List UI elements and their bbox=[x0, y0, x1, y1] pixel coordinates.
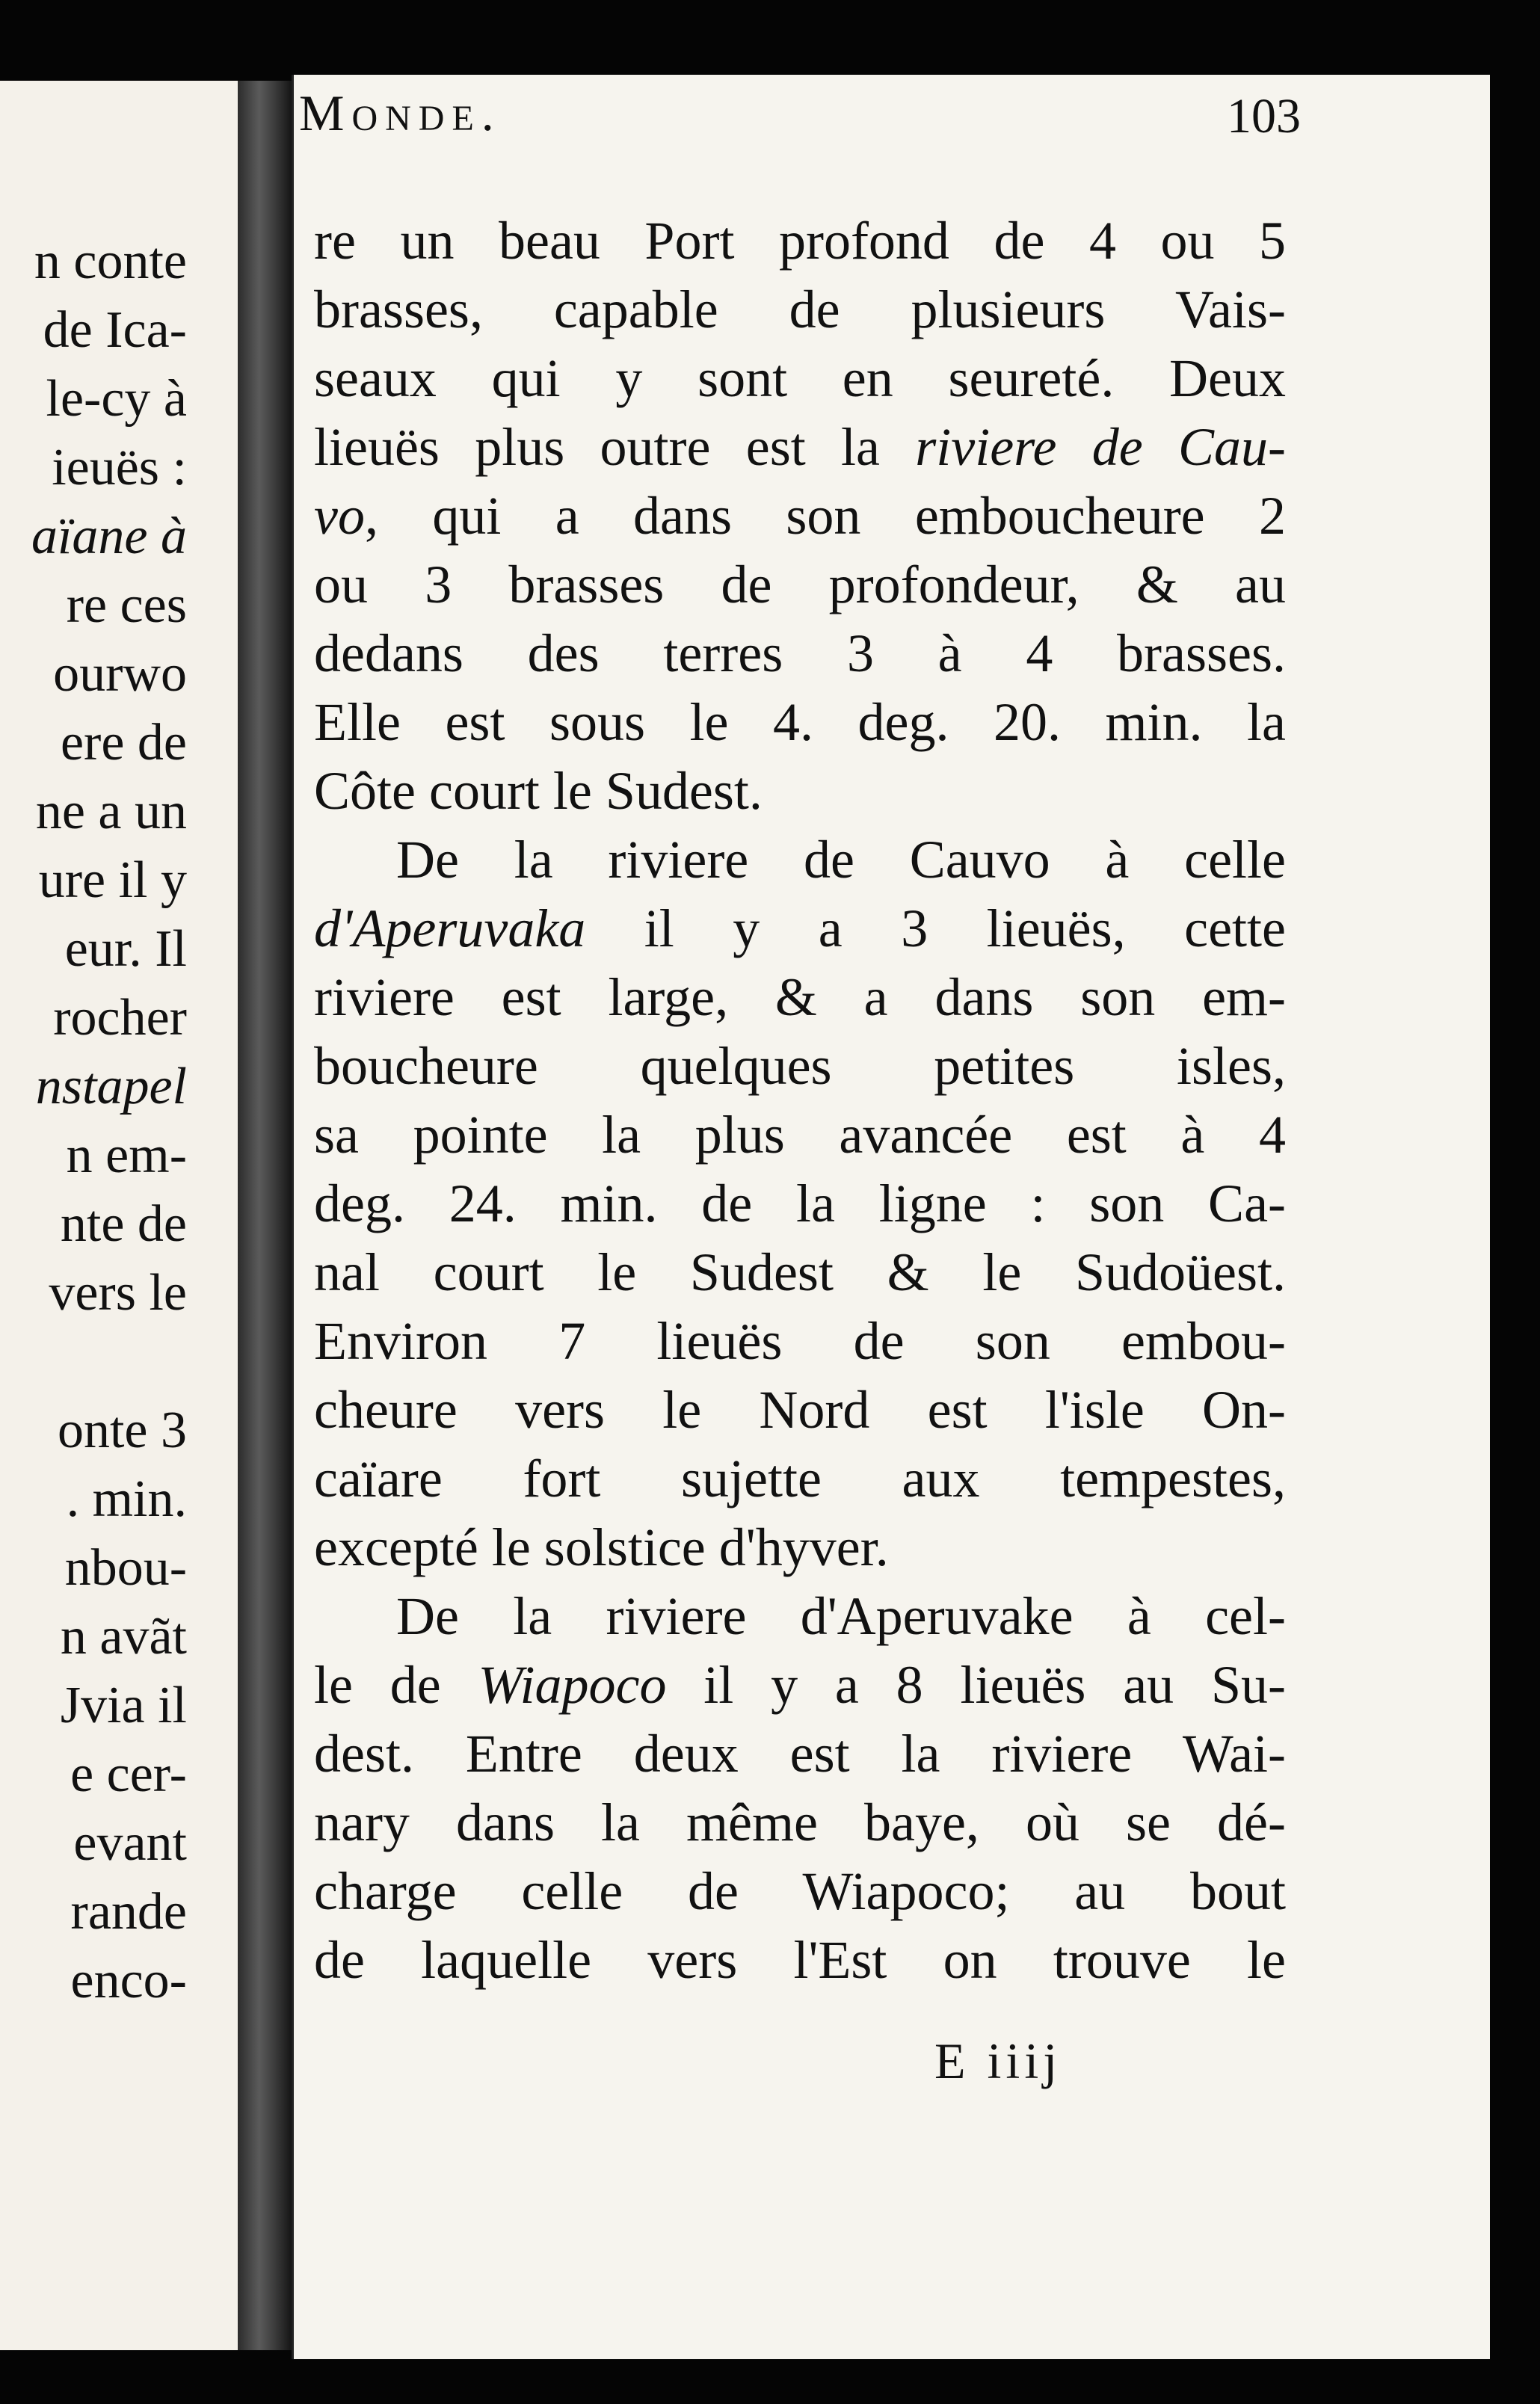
italic-text: d'Aperuvaka bbox=[314, 899, 586, 958]
previous-page-line: . min. bbox=[66, 1470, 187, 1528]
scan-bottom-edge bbox=[0, 2359, 1540, 2404]
previous-page-line: ieuës : bbox=[52, 439, 187, 496]
text-line bbox=[314, 481, 1286, 550]
text-line bbox=[314, 1651, 1286, 1719]
text-segment: boucheure quelques petites isles, bbox=[314, 1036, 1286, 1096]
text-line bbox=[314, 413, 1286, 481]
text-line bbox=[314, 550, 1286, 619]
italic-text: riviere de Cau- bbox=[915, 417, 1287, 477]
text-segment: il y a 8 lieuës au Su- bbox=[666, 1655, 1286, 1715]
text-segment: dest. Entre deux est la riviere Wai- bbox=[314, 1724, 1286, 1784]
previous-page-line: rande bbox=[70, 1883, 187, 1941]
text-segment: Elle est sous le 4. deg. 20. min. la bbox=[314, 692, 1286, 752]
text-line bbox=[314, 688, 1286, 756]
previous-page-line: n em- bbox=[66, 1127, 187, 1184]
previous-page-line: nbou- bbox=[64, 1539, 187, 1597]
text-line bbox=[314, 1788, 1286, 1857]
text-line bbox=[314, 1719, 1286, 1788]
text-segment: , qui a dans son emboucheure 2 bbox=[364, 486, 1286, 546]
text-segment: charge celle de Wiapoco; au bout bbox=[314, 1861, 1286, 1921]
text-segment: le de bbox=[314, 1655, 478, 1715]
previous-page-line: ere de bbox=[60, 714, 187, 771]
text-line bbox=[314, 1375, 1286, 1444]
previous-page-line: re ces bbox=[66, 576, 187, 634]
text-line bbox=[314, 894, 1286, 963]
signature-mark: E iiij bbox=[934, 2032, 1062, 2089]
text-segment: ou 3 brasses de profondeur, & au bbox=[314, 555, 1286, 614]
book-gutter bbox=[238, 81, 292, 2350]
previous-page-line: nte de bbox=[60, 1195, 187, 1253]
italic-text: Wiapoco bbox=[478, 1655, 667, 1715]
text-segment: Environ 7 lieuës de son embou- bbox=[314, 1311, 1286, 1371]
text-segment: de laquelle vers l'Est on trouve le bbox=[314, 1930, 1286, 1990]
text-line bbox=[314, 206, 1286, 275]
text-line bbox=[314, 619, 1286, 688]
text-segment: re un beau Port profond de 4 ou 5 bbox=[314, 211, 1286, 271]
page-body-text bbox=[314, 206, 1286, 1994]
text-line bbox=[314, 1032, 1286, 1100]
text-line bbox=[314, 1169, 1286, 1238]
previous-page-line: onte 3 bbox=[57, 1402, 187, 1459]
text-line bbox=[314, 756, 1286, 825]
text-segment: lieuës plus outre est la bbox=[314, 417, 916, 477]
text-segment: cheure vers le Nord est l'isle On- bbox=[314, 1380, 1286, 1440]
previous-page-line: aïane à bbox=[31, 508, 187, 565]
text-segment: Côte court le Sudest. bbox=[314, 761, 763, 821]
italic-text: vo bbox=[314, 486, 365, 546]
text-line bbox=[314, 963, 1286, 1032]
previous-page-line: n avãt bbox=[60, 1608, 187, 1665]
text-segment: De la riviere de Cauvo à celle bbox=[396, 830, 1286, 890]
previous-page-line: ure il y bbox=[38, 851, 187, 909]
text-line bbox=[314, 825, 1286, 894]
text-line bbox=[314, 1926, 1286, 1994]
previous-page-line: enco- bbox=[70, 1952, 187, 2009]
running-head: Monde. bbox=[299, 84, 502, 141]
previous-page-line bbox=[31, 1328, 187, 1396]
text-segment: seaux qui y sont en seureté. Deux bbox=[314, 348, 1286, 408]
text-line bbox=[314, 1582, 1286, 1651]
text-segment: sa pointe la plus avancée est à 4 bbox=[314, 1105, 1286, 1165]
text-line bbox=[314, 1307, 1286, 1375]
previous-page-text bbox=[31, 227, 187, 2015]
text-segment: dedans des terres 3 à 4 brasses. bbox=[314, 623, 1286, 683]
text-segment: nal court le Sudest & le Sudoüest. bbox=[314, 1242, 1286, 1302]
previous-page-line: ne a un bbox=[35, 783, 187, 840]
previous-page-line: vers le bbox=[49, 1264, 187, 1322]
text-segment: nary dans la même baye, où se dé- bbox=[314, 1793, 1286, 1852]
previous-page-fragment bbox=[0, 81, 238, 2350]
text-segment: deg. 24. min. de la ligne : son Ca- bbox=[314, 1174, 1286, 1233]
previous-page-line: Jvia il bbox=[60, 1677, 187, 1734]
text-line bbox=[314, 1444, 1286, 1513]
text-segment: excepté le solstice d'hyver. bbox=[314, 1517, 889, 1577]
text-segment: il y a 3 lieuës, cette bbox=[585, 899, 1286, 958]
text-line bbox=[314, 1238, 1286, 1307]
text-segment: De la riviere d'Aperuvake à cel- bbox=[396, 1586, 1286, 1646]
page-number: 103 bbox=[1227, 89, 1301, 144]
text-line bbox=[314, 344, 1286, 413]
previous-page-line: evant bbox=[73, 1814, 187, 1872]
previous-page-line: de Ica- bbox=[43, 301, 187, 359]
previous-page-line: e cer- bbox=[70, 1745, 187, 1803]
text-line bbox=[314, 1100, 1286, 1169]
previous-page-line: eur. Il bbox=[64, 920, 187, 978]
text-line bbox=[314, 1857, 1286, 1926]
text-line bbox=[314, 275, 1286, 344]
previous-page-line: le-cy à bbox=[46, 370, 187, 428]
text-segment: riviere est large, & a dans son em- bbox=[314, 967, 1286, 1027]
previous-page-line: nstapel bbox=[35, 1058, 187, 1115]
text-line bbox=[314, 1513, 1286, 1582]
text-segment: brasses, capable de plusieurs Vais- bbox=[314, 280, 1286, 339]
previous-page-line: ourwo bbox=[53, 645, 187, 703]
previous-page-line: n conte bbox=[34, 232, 187, 290]
text-segment: caïare fort sujette aux tempestes, bbox=[314, 1449, 1286, 1508]
previous-page-line: rocher bbox=[53, 989, 187, 1047]
